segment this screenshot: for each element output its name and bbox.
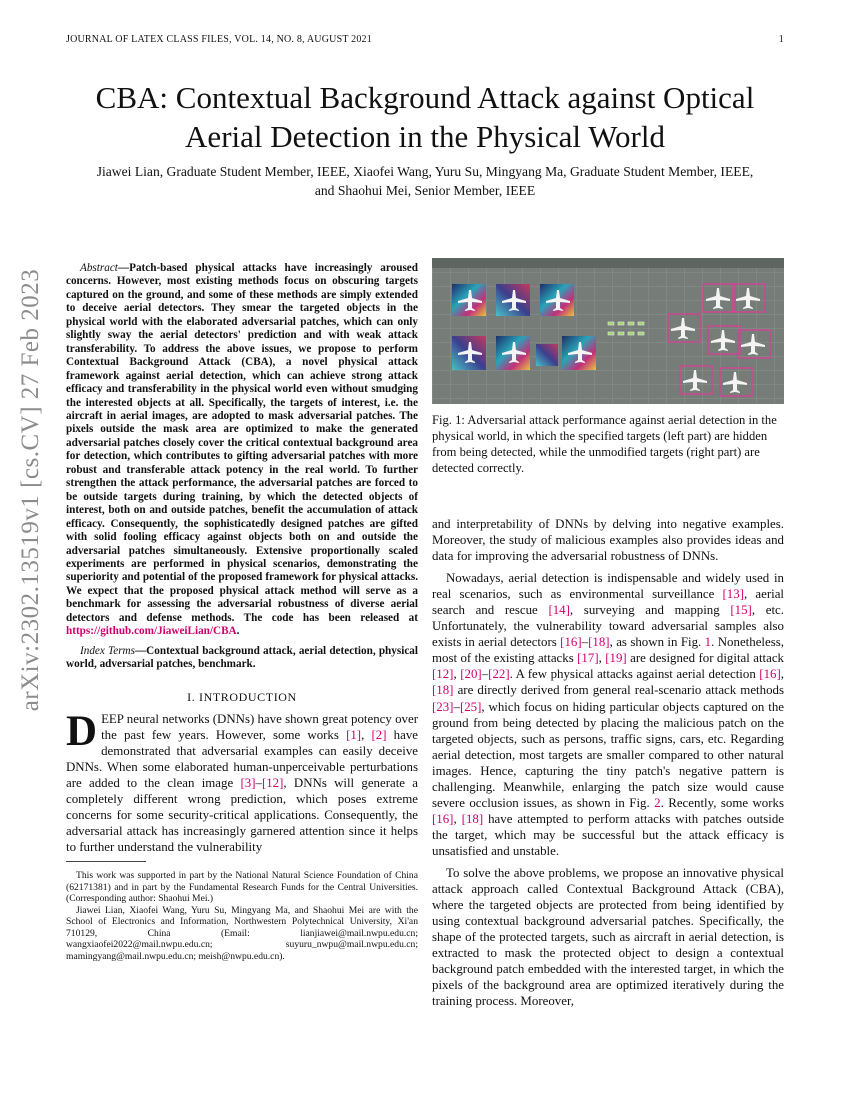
body-text: , aerial search and rescue (432, 587, 784, 618)
figure-1-image (432, 258, 784, 404)
citation[interactable]: [25] (459, 699, 482, 714)
citation[interactable]: [17] (577, 651, 599, 666)
body-text: . Nonetheless, most of the existing attacks (432, 635, 784, 666)
section-heading (66, 690, 418, 705)
body-text: – (453, 699, 460, 714)
citation[interactable]: [1] (346, 727, 362, 742)
abstract-end: . (236, 625, 240, 638)
citation[interactable]: [23] (432, 699, 454, 714)
citation[interactable]: [18] (588, 635, 610, 650)
body-text: , as shown in Fig. (609, 635, 705, 650)
citation[interactable]: [15] (730, 603, 752, 618)
continued-paragraph: and interpretability of DNNs by delving into negative examples. Moreover, the study of malicious examples also provides ideas and data for improving the adversarial robustness of DNNs. (432, 517, 784, 564)
citation[interactable]: [18] (432, 683, 454, 698)
right-column-text (432, 516, 784, 1009)
footnotes (66, 870, 418, 962)
paragraph-aerial-detection (432, 570, 784, 859)
citation[interactable]: [22] (488, 667, 510, 682)
section-title: INTRODUCTION (198, 689, 297, 704)
figure-ref[interactable]: 2 (654, 795, 661, 810)
arxiv-stamp (4, 268, 58, 712)
arxiv-id: arXiv:2302.13519v1 [cs.CV] 27 Feb 2023 (17, 268, 44, 712)
funding-note: This work was supported in part by the National Natural Science Foundation of China (62171381) and in part by the Fundamental Research Funds for the Central Universities. (Corresponding author: Shaohui Mei.) (66, 870, 418, 905)
body-text: , surveying and mapping (569, 603, 731, 618)
running-header (66, 34, 784, 48)
code-link[interactable]: https://github.com/JiaweiLian/CBA (66, 625, 237, 638)
body-text: have attempted to perform attacks with patches outside the target, which may be successful but the attack efficacy is unsatisfied and unstable. (432, 811, 784, 858)
body-text: , (453, 811, 462, 826)
citation[interactable]: [12] (432, 667, 454, 682)
citation[interactable]: [16] (560, 635, 582, 650)
right-column (432, 258, 784, 1009)
citation[interactable]: [20] (460, 667, 482, 682)
intro-paragraph (66, 707, 418, 855)
citation[interactable]: [18] (461, 811, 484, 826)
citation[interactable]: [13] (722, 587, 744, 602)
body-text: . A few physical attacks against aerial detection (509, 667, 760, 682)
journal-name: JOURNAL OF LATEX CLASS FILES, VOL. 14, NO. 8, AUGUST 2021 (66, 34, 372, 45)
citation[interactable]: [19] (605, 651, 627, 666)
body-text: , which focus on hiding particular objects captured on the ground from being detected by placing the malicious patch on the targeted objects, such as persons, traffic signs, cars, etc. Regarding aerial detection, most targets are smaller compared to other natural images. Hence, capturing the tiny patch's negative pattern is challenging. Meanwhile, enlarging the patch size would cause severe occlusion issues, as shown in Fig. (432, 699, 784, 810)
body-text: are designed for digital attack (626, 651, 784, 666)
dropcap: D (66, 707, 98, 755)
figure-ref[interactable]: 1 (704, 635, 712, 650)
body-text: , (598, 651, 606, 666)
citation[interactable]: [12] (261, 775, 284, 790)
intro-text: , DNNs will generate a completely different wrong prediction, which poses extreme concerns for some security-critical applications. Consequently, the adversarial attack has increasingly garnered attention since it helps to further understand the vulnerability (66, 775, 418, 854)
left-column (66, 262, 418, 962)
body-text: . Recently, some works (660, 795, 784, 810)
citation[interactable]: [14] (548, 603, 570, 618)
body-text: – (581, 635, 589, 650)
intro-text: – (255, 775, 262, 790)
author-list: Jiawei Lian, Graduate Student Member, IEEE, Xiaofei Wang, Yuru Su, Mingyang Ma, Graduate Student Member, IEEE, and Shaohui Mei, Senior Member, IEEE (96, 164, 754, 198)
body-text: , (780, 667, 784, 682)
intro-text: EEP neural networks (DNNs) have shown great potency over the past few years. However, some works (101, 711, 418, 742)
intro-text: , (361, 727, 372, 742)
index-terms-text: Contextual background attack, aerial detection, physical world, adversarial patches, benchmark. (66, 644, 418, 671)
page-number: 1 (778, 34, 784, 45)
intro-text: have demonstrated that adversarial examples can easily deceive DNNs. When some elaborated human-unperceivable perturbations are added to the clean image (66, 727, 418, 790)
tarmac-edge (432, 258, 784, 268)
citation[interactable]: [16] (759, 667, 781, 682)
abstract-text: Patch-based physical attacks have increasingly aroused concerns. However, most existing methods focus on obscuring targets captured on the ground, and some of these methods are simply extended to deceive aerial detectors. They smear the targeted objects in the physical world with the elaborated adversarial patches, which can only slightly sway the aerial detectors' prediction and with weak attack transferability. To address the above issues, we propose to perform Contextual Background Attack (CBA), a novel physical attack framework against aerial detection, which can achieve strong attack efficacy and transferability in the physical world even without smudging the interested objects at all. Specifically, the targets of interest, i.e. the aircraft in aerial images, are adopted to mask adversarial patches. The pixels outside the mask area are optimized to make the generated adversarial patches closely cover the critical contextual background area for detection, which contributes to gifting adversarial patches with more robust and transferable attack potency in the real world. To further strengthen the attack performance, the adversarial patches are forced to be outside targets during training, by which the detected objects of interest, both on and outside patches, benefit the accumulation of attack efficacy. Consequently, the sophisticatedly designed patches are gifted with solid fooling efficacy against objects both on and outside the adversarial patches simultaneously. Extensive proportionally scaled experiments are performed in physical scenarios, demonstrating the superiority and potential of the proposed framework for physical attacks. We expect that the proposed physical attack method will serve as a benchmark for assessing the adversarial robustness of diverse aerial detectors and defense methods. The code has been released at (66, 262, 418, 624)
figure-caption: Fig. 1: Adversarial attack performance against aerial detection in the physical world, in which the specified targets (left part) are hidden from being detected, while the unmodified targets (right part) are detected correctly. (432, 413, 777, 475)
body-text: , etc. Unfortunately, the vulnerability toward adversarial samples also exists in aerial detectors (432, 603, 784, 650)
affiliation-note: Jiawei Lian, Xiaofei Wang, Yuru Su, Mingyang Ma, and Shaohui Mei are with the School of Electronics and Information, Northwestern Polytechnical University, Xi'an 710129, China (Email: lianjiawei@mail.nwpu.edu.cn; wangxiaofei2022@mail.nwpu.edu.cn; suyuru_nwpu@mail.nwpu.edu.cn; mamingyang@mail.nwpu.edu.cn; meish@nwpu.edu.cn). (66, 904, 418, 962)
aerial-photo (432, 258, 784, 404)
body-text: Nowadays, aerial detection is indispensable and widely used in real scenarios, such as environmental surveillance (432, 571, 784, 602)
abstract-label: Abstract (80, 262, 118, 274)
body-text: are directly derived from general real-scenario attack methods (453, 683, 784, 698)
body-text: , (453, 667, 461, 682)
paragraph-proposal: To solve the above problems, we propose an innovative physical attack approach called Contextual Background Attack (CBA), where the targeted objects are protected from being identified by using contextual background adversarial patches. Specifically, the shape of the protected targets, such as aircraft in aerial detection, is extracted to mask the protected object to design a contextual background patch embedded with the interested target, in which the pixels of the background area are optimized iteratively during the training process. Moreover, (432, 865, 784, 1009)
body-text: – (481, 667, 489, 682)
citation[interactable]: [2] (371, 727, 387, 742)
section-number: I. (187, 689, 196, 704)
citation[interactable]: [3] (240, 775, 256, 790)
index-terms: Index Terms—Contextual background attack, aerial detection, physical world, adversarial patches, benchmark. (66, 644, 418, 671)
abstract: Abstract—Patch-based physical attacks have increasingly aroused concerns. However, most existing methods focus on obscuring targets captured on the ground, and some of these methods are simply extended to deceive aerial detectors. They smear the targeted objects in the physical world with the elaborated adversarial patches, which can only slightly sway the aerial detectors' prediction and with weak attack transferability. To address the above issues, we propose to perform Contextual Background Attack (CBA), a novel physical attack framework against aerial detection, which can achieve strong attack efficacy and transferability in the physical world even without smudging the interested objects at all. Specifically, the targets of interest, i.e. the aircraft in aerial images, are adopted to mask adversarial patches. The pixels outside the mask area are optimized to make the generated adversarial patches closely cover the critical contextual background area for detection, which contributes to gifting adversarial patches with more robust and transferable attack potency in the real world. To further strengthen the attack performance, the adversarial patches are forced to be outside targets during training, by which the detected objects of interest, both on and outside patches, benefit the accumulation of attack efficacy. Consequently, the sophisticatedly designed patches are gifted with solid fooling efficacy against objects both on and outside the adversarial patches simultaneously. Extensive proportionally scaled experiments are performed in physical scenarios, demonstrating the superiority and potential of the proposed framework for physical attacks. We expect that the proposed physical attack method will serve as a benchmark for assessing the adversarial robustness of diverse aerial detectors and defense methods. The code has been released at https://github.com/JiaweiLian/CBA. (66, 262, 418, 638)
footnote-rule (66, 861, 146, 862)
citation[interactable]: [16] (432, 811, 454, 826)
paper-title: CBA: Contextual Background Attack against Optical Aerial Detection in the Physical World (95, 80, 755, 154)
index-terms-label: Index Terms (80, 644, 135, 657)
